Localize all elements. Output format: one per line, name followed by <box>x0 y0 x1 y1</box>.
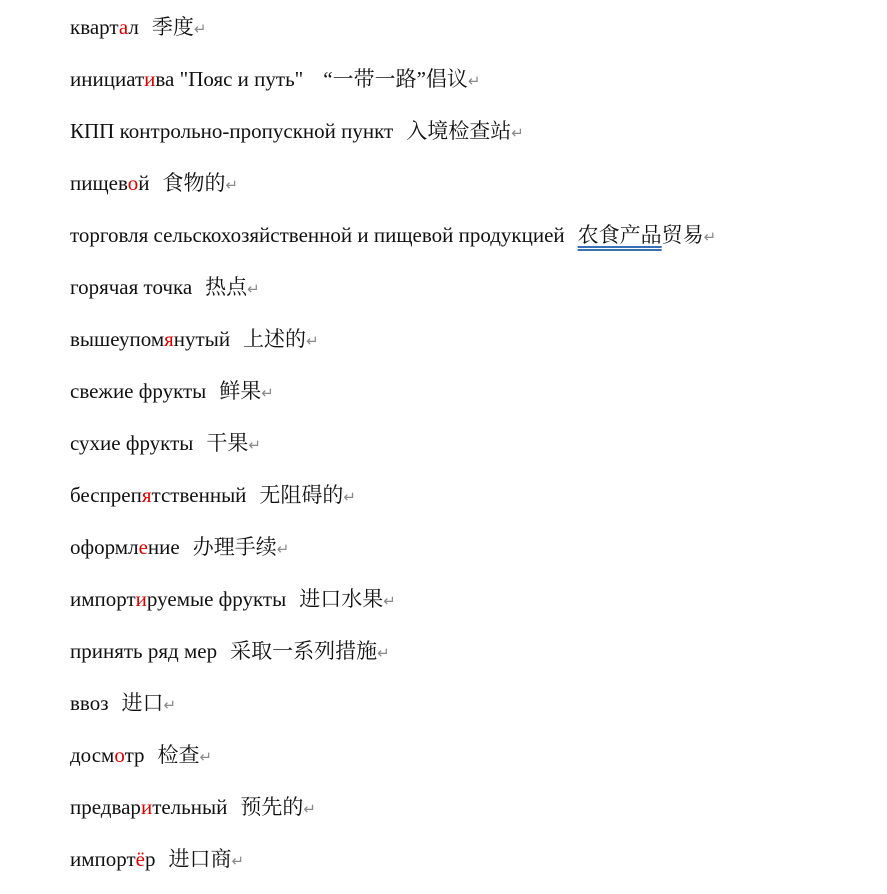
russian-term: инициатива "Пояс и путь" <box>70 67 304 91</box>
russian-term: ввоз <box>70 691 109 715</box>
paragraph-mark-icon: ↵ <box>248 436 261 455</box>
stress-mark: и <box>144 67 156 91</box>
chinese-translation: 贸易 <box>661 223 704 247</box>
russian-term: импортёр <box>70 847 156 871</box>
chinese-translation: 上述的 <box>243 327 307 351</box>
paragraph-mark-icon: ↵ <box>467 72 481 91</box>
vocab-entry <box>70 324 319 354</box>
vocab-entry <box>70 688 176 718</box>
chinese-translation: 无阻碍的 <box>259 483 344 507</box>
vocab-entry <box>70 12 206 42</box>
chinese-translation: 入境检查站 <box>406 119 512 143</box>
russian-term: пищевой <box>70 171 150 195</box>
paragraph-mark-icon: ↵ <box>199 748 213 767</box>
russian-term: вышеупомянутый <box>70 327 231 351</box>
paragraph-mark-icon: ↵ <box>703 228 717 247</box>
vocab-entry <box>70 428 261 458</box>
stress-mark: а <box>118 15 129 39</box>
chinese-translation: 鲜果 <box>219 379 262 403</box>
paragraph-mark-icon: ↵ <box>383 592 396 611</box>
vocab-entry <box>70 168 238 198</box>
vocab-entry <box>70 636 390 666</box>
vocab-entry <box>70 480 356 510</box>
russian-term: принять ряд мер <box>70 639 218 663</box>
stress-mark: е <box>138 535 148 559</box>
russian-term: свежие фрукты <box>70 379 207 403</box>
russian-term: оформление <box>70 535 180 559</box>
russian-term: сухие фрукты <box>70 431 194 455</box>
stress-mark: и <box>140 795 153 819</box>
paragraph-mark-icon: ↵ <box>306 332 319 351</box>
vocab-entry <box>70 792 316 822</box>
paragraph-mark-icon: ↵ <box>163 696 177 715</box>
paragraph-mark-icon: ↵ <box>511 124 524 143</box>
vocab-entry <box>70 740 212 770</box>
vocab-entry <box>70 376 274 406</box>
chinese-translation: 进口商 <box>168 847 232 871</box>
chinese-translation: “一带一路”倡议 <box>323 67 468 91</box>
chinese-translation: 采取一系列措施 <box>230 639 378 663</box>
russian-term: торговля сельскохозяйственной и пищевой продукцией <box>70 223 565 247</box>
paragraph-mark-icon: ↵ <box>225 176 239 195</box>
chinese-translation: 进口水果 <box>299 587 384 611</box>
paragraph-mark-icon: ↵ <box>276 540 290 559</box>
chinese-translation: 办理手续 <box>192 535 277 559</box>
chinese-translation: 食物的 <box>162 171 226 195</box>
vocab-entry <box>70 272 260 302</box>
stress-mark: я <box>141 483 152 507</box>
chinese-translation: 预先的 <box>240 795 304 819</box>
paragraph-mark-icon: ↵ <box>261 384 274 403</box>
chinese-translation: 季度 <box>151 15 194 39</box>
stress-mark: ё <box>135 847 145 871</box>
russian-term: горячая точка <box>70 275 193 299</box>
stress-mark: и <box>135 587 147 611</box>
russian-term: импортируемые фрукты <box>70 587 287 611</box>
russian-term: досмотр <box>70 743 145 767</box>
paragraph-mark-icon: ↵ <box>303 800 316 819</box>
chinese-translation: 检查 <box>157 743 200 767</box>
vocab-entry <box>70 220 716 250</box>
vocab-entry <box>70 116 524 146</box>
paragraph-mark-icon: ↵ <box>193 20 207 39</box>
russian-term: предварительный <box>70 795 228 819</box>
stress-mark: о <box>127 171 139 195</box>
chinese-translation: 热点 <box>205 275 248 299</box>
russian-term: квартал <box>70 15 139 39</box>
stress-mark: о <box>114 743 125 767</box>
vocab-entry <box>70 532 289 562</box>
vocab-entry <box>70 844 244 874</box>
paragraph-mark-icon: ↵ <box>343 488 356 507</box>
spellcheck-underlined-term[interactable]: 农食产品 <box>577 223 662 247</box>
chinese-translation: 进口 <box>121 691 164 715</box>
vocab-entry <box>70 584 396 614</box>
russian-term: беспрепятственный <box>70 483 247 507</box>
paragraph-mark-icon: ↵ <box>377 644 390 663</box>
stress-mark: я <box>164 327 174 351</box>
paragraph-mark-icon: ↵ <box>247 280 260 299</box>
paragraph-mark-icon: ↵ <box>231 852 245 871</box>
russian-term: КПП контрольно-пропускной пункт <box>70 119 394 143</box>
vocab-entry <box>70 64 480 94</box>
chinese-translation: 干果 <box>206 431 249 455</box>
